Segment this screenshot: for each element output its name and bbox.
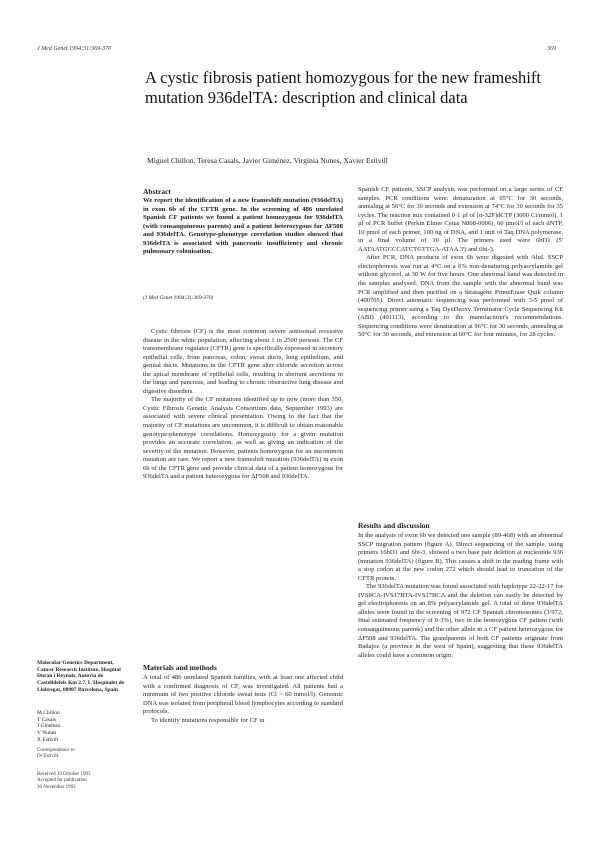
author-initial: V Nunes — [37, 730, 57, 737]
intro-paragraph: The majority of the CF mutations identified up to now (more than 350, Cystic Fibrosis Genetic Analysis Consortium data, September 1993) are associated with severe clinical presentation. Owing to the fact that the majority of CF mutations are uncommon, it is difficult to obtain reasonable genotype-phenotype correlations. Homozygosity for a given mutation provides an accurate correlation, as well as giving an indication of the severity of the mutation. However, patients homozygous for an uncommon mutation are rare. We report a new frameshift mutation (936delTA) in exon 6b of the CFTR gene and provide clinical data of a patient homozygous for 936delTA and a patient heterozygous for ΔF508 and 936delTA. — [143, 396, 343, 481]
correspondence-note — [37, 748, 129, 761]
methods-heading: Materials and methods — [143, 663, 217, 672]
article-title: A cystic fibrosis patient homozygous for the new frameshift mutation 936delTA: description and clinical data — [145, 68, 541, 107]
journal-citation-header: J Med Genet 1994;31:369-370 — [37, 46, 112, 52]
author-list: Miguel Chillon, Teresa Casals, Javier Giménez, Virginia Nunes, Xavier Estivill — [147, 156, 388, 165]
abstract-citation: (J Med Genet 1994;31:369-370) — [143, 295, 214, 301]
methods-paragraph: Spanish CF patients, SSCP analysis was performed on a large series of CF samples. PCR conditions were: denaturation at 95°C for 30 seconds, annealing at 56°C for 30 seconds and extension at 74°C for 30 seconds for 35 cycles. The reaction mix contained 0·1 µl of [α-32P]dCTP (3000 Ci/mmol), 1 µl of PCR buffer (Perkin Elmer Cetus N808-0006), 60 µmol/l of each dNTP, 10 pmol of each primer, 100 ng of DNA, and 1 unit of Taq DNA polymerase, in a final volume of 10 µl. The primers used were 6bD1 (5' AATAATGCCCATCTGTTGA-ATAA 3') and 6bi-3. — [358, 186, 563, 253]
author-initial: T Casals — [37, 716, 56, 723]
intro-paragraph: Cystic fibrosis (CF) is the most common severe autosomal recessive disease in the white population, affecting about 1 in 2500 persons. The CF transmembrane regulator (CFTR) gene is specifically expressed in secretory epithelial cells, from pancreas, colon, sweat ducts, lung epithelium, and genital ducts. Mutations in the CFTR gene alter chloride secretion across the apical membrane of epithelial cells, resulting in aberrant secretions in the lungs and pancreas, and leading to chronic obstructive lung disease and digestive disorders. — [143, 328, 343, 395]
methods-paragraph: A total of 486 unrelated Spanish families, with at least one affected child with a confirmed diagnosis of CF, was investigated. All patients had a minimum of two positive chloride sweat tests (Cl > 60 mmol/l). Genomic DNA was isolated from peripheral blood lymphocytes according to standard protocols. — [143, 674, 343, 716]
abstract-heading: Abstract — [143, 187, 171, 196]
results-section — [358, 532, 563, 660]
methods-continued — [358, 186, 563, 340]
abstract-text: We report the identification of a new frameshift mutation (936delTA) in exon 6b of the CFTR gene. In the screening of 486 unrelated Spanish CF patients we found a patient homozygous for 936delTA (with consanguineous parents) and a patient heterozygous for ΔF508 and 936delTA. Genotype-phenotype correlation studies showed that 936delTA is associated with pancreatic insufficiency and chronic pulmonary colonisation. — [143, 197, 343, 256]
results-paragraph: The 936delTA mutation was found associated with haplotype 22-22-17 for IVS8CA-IVS17BTA-IVS17BCA and the deletion can easily be detected by gel electrophoresis on an 8% polyacrylamide gel. A total of three 936delTA alleles were found in the screening of 972 CF Spanish chromosomes (3/972; final estimated frequency of 0·3%), two in the homozygous CF patient (with consanguineous parents) and the other allele in a CF patient heterozygous for ΔF508 and 936delTA. The grandparents of both CF patients originate from Badajoz (a province in the west of Spain), suggesting that these 936delTA alleles could have a common origin. — [358, 583, 563, 659]
methods-paragraph: To identify mutations responsible for CF in — [151, 716, 265, 724]
author-initial: J Giménez — [37, 723, 61, 730]
affiliation-author-initials — [37, 710, 129, 744]
date-line: Accepted for publication — [37, 778, 87, 784]
methods-paragraph: After PCR, DNA products of exon 6b were digested with AluI. SSCP electrophoresis was run at 4°C on a 6% non-denaturing polyacrylamide gel without glycerol, at 30 W for five hours. One abnormal band was detected in the samples analysed. DNA from the sample with the abnormal band was PCR amplified and then purified on a Stratagene PrimeErase Quik column (400705). Direct automatic sequencing was performed with 3-5 pmol of sequencing primer using a Taq DyeDeoxy Terminator Cycle Sequencing Kit (ABI) (401113), according to the manufacturer's recommendations. Sequencing conditions were denaturation at 96°C for 30 seconds, annealing at 50°C for 30 seconds, and extension at 60°C for four minutes, for 28 cycles. — [358, 254, 563, 339]
page-number: 369 — [547, 46, 556, 52]
correspondence-line: Dr Estivill. — [37, 754, 60, 760]
date-line: Received 19 October 1993 — [37, 772, 91, 777]
introduction — [143, 328, 343, 482]
author-initial: X Estivill — [37, 736, 59, 743]
correspondence-line: Correspondence to — [37, 748, 75, 753]
results-paragraph: In the analysis of exon 6b we detected one sample (89-468) with an abnormal SSCP migration pattern (figure A). Direct sequencing of the sample, using primers 16bD1 and 6bi-3, showed a two base pair deletion at nucleotide 936 (mutation 936delTA) (figure B). This causes a shift in the reading frame with a stop codon at the new codon 272 which should lead to truncation of the CFTR protein. — [358, 532, 563, 582]
author-initial: M Chillon — [37, 710, 60, 716]
results-heading: Results and discussion — [358, 521, 430, 530]
author-affiliation: Molecular Genetics Department, Cancer Research Institute, Hospital Duran i Reynals, Autovia de Castelldefels Km 2.7, L'Hospitalet de Llobregat, 08907 Barcelona, Spain — [37, 660, 125, 693]
methods-section — [143, 674, 343, 725]
date-line: 30 November 1993 — [37, 784, 76, 790]
submission-dates — [37, 772, 129, 791]
